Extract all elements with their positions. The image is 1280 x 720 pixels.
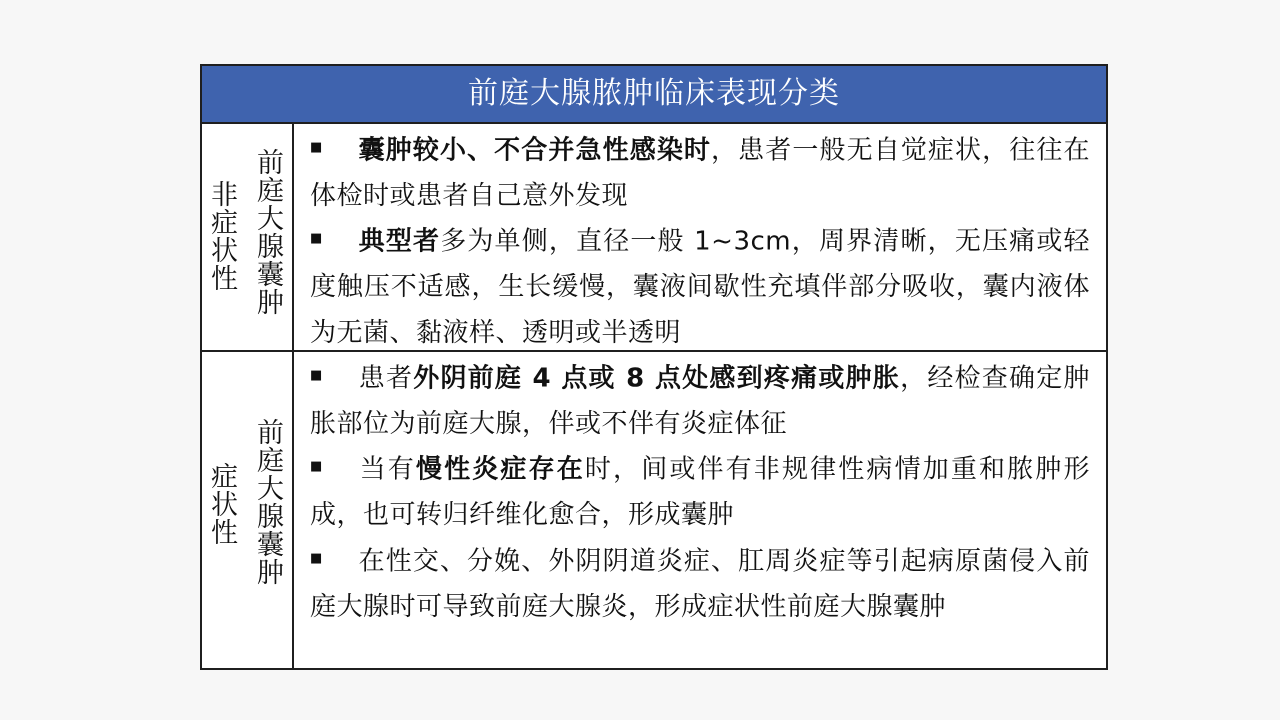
list-item xyxy=(310,219,1090,356)
category-label: 非症状性 xyxy=(206,180,237,292)
bullet-icon: ■ xyxy=(310,368,323,383)
category-sublabel: 前庭大腺囊肿 xyxy=(252,418,283,586)
emphasis-text: 囊肿较小、不合并急性感染时 xyxy=(358,135,712,166)
category-cell xyxy=(202,352,294,668)
list-item xyxy=(310,356,1090,447)
table-title: 前庭大腺脓肿临床表现分类 xyxy=(202,66,1106,124)
category-cell xyxy=(202,124,294,350)
category-sublabel: 前庭大腺囊肿 xyxy=(252,148,283,316)
list-item xyxy=(310,447,1090,538)
item-text: 多为单侧，直径一般 1~3cm，周界清晰，无压痛或轻度触压不适感，生长缓慢，囊液间歇性充填伴部分吸收，囊内液体为无菌、黏液样、透明或半透明 xyxy=(310,226,1090,348)
item-text: ，患者一般无自觉症状，往往在体检时或患者自己意外发现 xyxy=(310,135,1090,211)
item-prefix: 当有 xyxy=(358,454,416,485)
emphasis-text: 慢性炎症存在 xyxy=(415,454,585,485)
classification-table xyxy=(200,64,1108,670)
bullet-icon: ■ xyxy=(310,231,323,247)
description-cell xyxy=(294,124,1106,350)
item-text: 时，间或伴有非规律性病情加重和脓肿形成，也可转归纤维化愈合，形成囊肿 xyxy=(310,454,1090,531)
description-cell xyxy=(294,352,1106,668)
emphasis-text: 外阴前庭 4 点或 8 点处感到疼痛或肿胀 xyxy=(413,363,901,394)
item-text: 在性交、分娩、外阴阴道炎症、肛周炎症等引起病原菌侵入前庭大腺时可导致前庭大腺炎，形成症状性前庭大腺囊肿 xyxy=(310,546,1090,622)
bullet-icon: ■ xyxy=(310,550,323,566)
list-item xyxy=(310,539,1090,630)
item-text: ，经检查确定肿胀部位为前庭大腺，伴或不伴有炎症体征 xyxy=(310,363,1090,439)
emphasis-text: 典型者 xyxy=(358,226,441,257)
category-label: 症状性 xyxy=(206,462,237,546)
bullet-icon: ■ xyxy=(310,459,323,475)
table-row-symptomatic xyxy=(202,352,1106,668)
list-item xyxy=(310,128,1090,219)
bullet-icon: ■ xyxy=(310,140,323,155)
item-prefix: 患者 xyxy=(358,363,414,394)
table-row-asymptomatic xyxy=(202,124,1106,352)
